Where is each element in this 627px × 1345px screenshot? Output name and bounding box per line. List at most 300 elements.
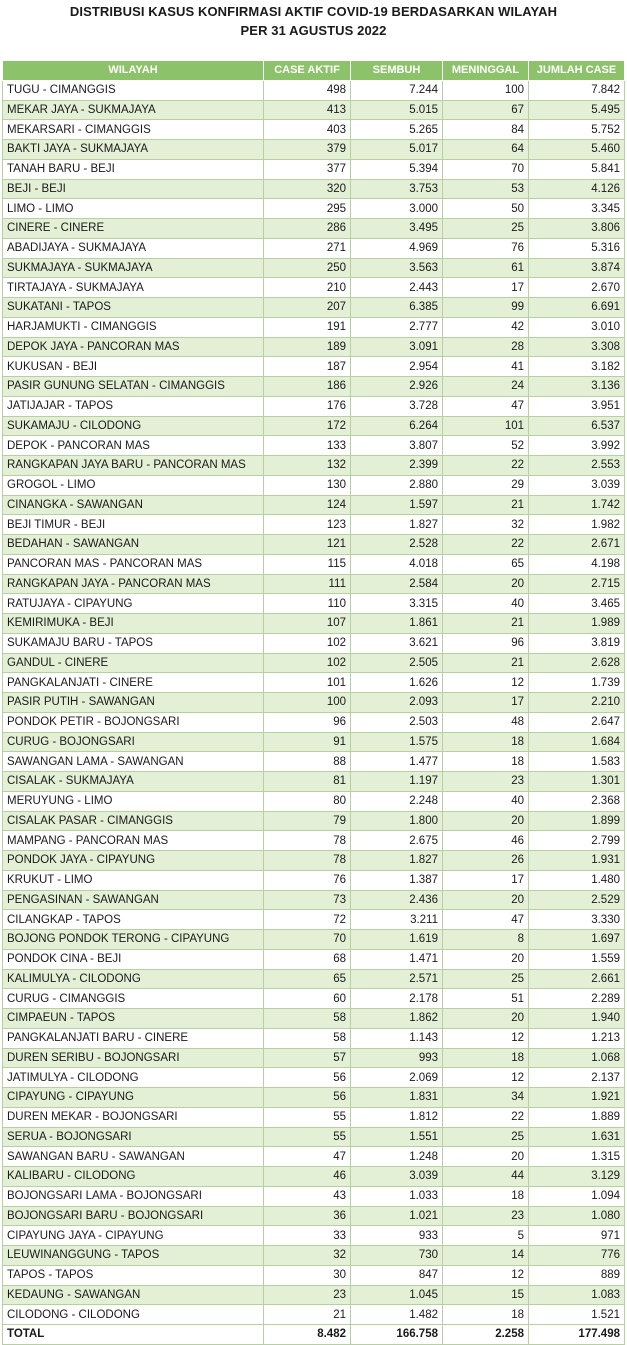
cell-case-aktif: 78 <box>264 831 351 851</box>
table-row <box>3 1305 625 1325</box>
cell-meninggal: 21 <box>443 495 529 515</box>
cell-sembuh: 1.800 <box>351 811 443 831</box>
table-row <box>3 1226 625 1246</box>
cell-meninggal: 25 <box>443 969 529 989</box>
cell-sembuh: 2.443 <box>351 278 443 298</box>
cell-jumlah-case: 3.806 <box>529 219 625 239</box>
cell-sembuh: 2.777 <box>351 317 443 337</box>
cell-jumlah-case: 3.345 <box>529 199 625 219</box>
cell-jumlah-case: 1.889 <box>529 1107 625 1127</box>
cell-jumlah-case: 2.137 <box>529 1068 625 1088</box>
cell-jumlah-case: 3.010 <box>529 317 625 337</box>
cell-meninggal: 47 <box>443 910 529 930</box>
cell-jumlah-case: 5.752 <box>529 120 625 140</box>
cell-wilayah: CILODONG - CILODONG <box>3 1305 264 1325</box>
cell-wilayah: PONDOK PETIR - BOJONGSARI <box>3 712 264 732</box>
cell-wilayah: CURUG - CIMANGGIS <box>3 989 264 1009</box>
cell-sembuh: 1.831 <box>351 1088 443 1108</box>
cell-jumlah-case: 1.742 <box>529 495 625 515</box>
cell-case-aktif: 271 <box>264 238 351 258</box>
cell-case-aktif: 70 <box>264 930 351 950</box>
table-row <box>3 989 625 1009</box>
cell-case-aktif: 133 <box>264 436 351 456</box>
table-row <box>3 337 625 357</box>
cell-jumlah-case: 2.628 <box>529 653 625 673</box>
cell-case-aktif: 250 <box>264 258 351 278</box>
table-row <box>3 436 625 456</box>
table-row <box>3 416 625 436</box>
cell-sembuh: 3.728 <box>351 396 443 416</box>
cell-sembuh: 3.315 <box>351 594 443 614</box>
cell-jumlah-case: 2.799 <box>529 831 625 851</box>
cell-sembuh: 1.471 <box>351 949 443 969</box>
cell-sembuh: 730 <box>351 1246 443 1266</box>
cell-case-aktif: 210 <box>264 278 351 298</box>
cell-jumlah-case: 1.083 <box>529 1285 625 1305</box>
cell-meninggal: 18 <box>443 1305 529 1325</box>
cell-meninggal: 12 <box>443 1068 529 1088</box>
cell-sembuh: 3.753 <box>351 179 443 199</box>
cell-meninggal: 24 <box>443 377 529 397</box>
cell-sembuh: 1.861 <box>351 614 443 634</box>
cell-wilayah: KEMIRIMUKA - BEJI <box>3 614 264 634</box>
cell-case-aktif: 121 <box>264 535 351 555</box>
cell-wilayah: BEJI - BEJI <box>3 179 264 199</box>
cell-wilayah: JATIMULYA - CILODONG <box>3 1068 264 1088</box>
cell-jumlah-case: 2.368 <box>529 791 625 811</box>
table-row <box>3 1167 625 1187</box>
cell-wilayah: LIMO - LIMO <box>3 199 264 219</box>
cell-wilayah: TAPOS - TAPOS <box>3 1265 264 1285</box>
table-row <box>3 949 625 969</box>
table-row <box>3 732 625 752</box>
cell-case-aktif: 111 <box>264 574 351 594</box>
cell-jumlah-case: 1.301 <box>529 772 625 792</box>
table-row <box>3 278 625 298</box>
cell-jumlah-case: 3.951 <box>529 396 625 416</box>
cell-meninggal: 22 <box>443 535 529 555</box>
cell-sembuh: 3.211 <box>351 910 443 930</box>
cell-meninggal: 17 <box>443 693 529 713</box>
table-row <box>3 199 625 219</box>
cell-wilayah: PONDOK CINA - BEJI <box>3 949 264 969</box>
table-row <box>3 712 625 732</box>
cell-case-aktif: 21 <box>264 1305 351 1325</box>
covid-distribution-table <box>2 60 625 1345</box>
cell-jumlah-case: 3.136 <box>529 377 625 397</box>
cell-sembuh: 2.926 <box>351 377 443 397</box>
cell-case-aktif: 46 <box>264 1167 351 1187</box>
cell-meninggal: 41 <box>443 357 529 377</box>
cell-wilayah: MAMPANG - PANCORAN MAS <box>3 831 264 851</box>
cell-case-aktif: 78 <box>264 851 351 871</box>
table-row <box>3 495 625 515</box>
cell-wilayah: SAWANGAN BARU - SAWANGAN <box>3 1147 264 1167</box>
cell-wilayah: BOJONG PONDOK TERONG - CIPAYUNG <box>3 930 264 950</box>
table-row <box>3 1285 625 1305</box>
cell-case-aktif: 73 <box>264 890 351 910</box>
cell-jumlah-case: 1.094 <box>529 1186 625 1206</box>
table-row <box>3 515 625 535</box>
cell-wilayah: SAWANGAN LAMA - SAWANGAN <box>3 752 264 772</box>
cell-case-aktif: 115 <box>264 554 351 574</box>
cell-case-aktif: 379 <box>264 140 351 160</box>
cell-meninggal: 5 <box>443 1226 529 1246</box>
cell-jumlah-case: 1.559 <box>529 949 625 969</box>
cell-jumlah-case: 1.697 <box>529 930 625 950</box>
cell-case-aktif: 76 <box>264 870 351 890</box>
cell-jumlah-case: 971 <box>529 1226 625 1246</box>
cell-jumlah-case: 3.819 <box>529 633 625 653</box>
cell-wilayah: CISALAK PASAR - CIMANGGIS <box>3 811 264 831</box>
table-row <box>3 930 625 950</box>
cell-meninggal: 32 <box>443 515 529 535</box>
header-jumlah-case: JUMLAH CASE <box>529 61 625 81</box>
cell-case-aktif: 413 <box>264 100 351 120</box>
cell-case-aktif: 96 <box>264 712 351 732</box>
cell-jumlah-case: 1.480 <box>529 870 625 890</box>
cell-sembuh: 3.091 <box>351 337 443 357</box>
cell-sembuh: 3.495 <box>351 219 443 239</box>
cell-wilayah: DEPOK - PANCORAN MAS <box>3 436 264 456</box>
table-row <box>3 574 625 594</box>
cell-sembuh: 1.575 <box>351 732 443 752</box>
cell-sembuh: 7.244 <box>351 80 443 100</box>
cell-jumlah-case: 6.691 <box>529 298 625 318</box>
cell-sembuh: 933 <box>351 1226 443 1246</box>
cell-meninggal: 46 <box>443 831 529 851</box>
cell-jumlah-case: 1.684 <box>529 732 625 752</box>
cell-wilayah: RANGKAPAN JAYA BARU - PANCORAN MAS <box>3 456 264 476</box>
cell-sembuh: 1.597 <box>351 495 443 515</box>
table-row <box>3 851 625 871</box>
cell-sembuh: 2.069 <box>351 1068 443 1088</box>
cell-jumlah-case: 3.330 <box>529 910 625 930</box>
cell-wilayah: HARJAMUKTI - CIMANGGIS <box>3 317 264 337</box>
cell-meninggal: 34 <box>443 1088 529 1108</box>
cell-meninggal: 23 <box>443 772 529 792</box>
cell-sembuh: 1.143 <box>351 1028 443 1048</box>
cell-sembuh: 5.017 <box>351 140 443 160</box>
cell-jumlah-case: 2.289 <box>529 989 625 1009</box>
cell-sembuh: 3.000 <box>351 199 443 219</box>
cell-case-aktif: 132 <box>264 456 351 476</box>
cell-meninggal: 70 <box>443 159 529 179</box>
cell-case-aktif: 30 <box>264 1265 351 1285</box>
cell-sembuh: 2.571 <box>351 969 443 989</box>
total-sembuh: 166.758 <box>351 1325 443 1345</box>
table-row <box>3 456 625 476</box>
cell-wilayah: DUREN SERIBU - BOJONGSARI <box>3 1048 264 1068</box>
cell-meninggal: 18 <box>443 752 529 772</box>
cell-wilayah: CINERE - CINERE <box>3 219 264 239</box>
cell-jumlah-case: 1.631 <box>529 1127 625 1147</box>
table-row <box>3 140 625 160</box>
cell-jumlah-case: 1.583 <box>529 752 625 772</box>
cell-sembuh: 1.812 <box>351 1107 443 1127</box>
cell-jumlah-case: 1.899 <box>529 811 625 831</box>
cell-wilayah: CINANGKA - SAWANGAN <box>3 495 264 515</box>
cell-sembuh: 1.619 <box>351 930 443 950</box>
cell-wilayah: KEDAUNG - SAWANGAN <box>3 1285 264 1305</box>
cell-wilayah: KUKUSAN - BEJI <box>3 357 264 377</box>
table-row <box>3 633 625 653</box>
table-row <box>3 298 625 318</box>
table-row <box>3 811 625 831</box>
cell-sembuh: 5.015 <box>351 100 443 120</box>
cell-meninggal: 48 <box>443 712 529 732</box>
cell-jumlah-case: 889 <box>529 1265 625 1285</box>
cell-case-aktif: 58 <box>264 1028 351 1048</box>
cell-jumlah-case: 2.553 <box>529 456 625 476</box>
cell-jumlah-case: 3.039 <box>529 475 625 495</box>
table-row <box>3 910 625 930</box>
cell-sembuh: 1.045 <box>351 1285 443 1305</box>
cell-case-aktif: 172 <box>264 416 351 436</box>
cell-jumlah-case: 3.465 <box>529 594 625 614</box>
cell-meninggal: 65 <box>443 554 529 574</box>
cell-case-aktif: 81 <box>264 772 351 792</box>
cell-sembuh: 1.862 <box>351 1009 443 1029</box>
cell-wilayah: PASIR GUNUNG SELATAN - CIMANGGIS <box>3 377 264 397</box>
cell-case-aktif: 56 <box>264 1068 351 1088</box>
cell-meninggal: 50 <box>443 199 529 219</box>
cell-sembuh: 1.033 <box>351 1186 443 1206</box>
cell-case-aktif: 295 <box>264 199 351 219</box>
cell-sembuh: 847 <box>351 1265 443 1285</box>
cell-jumlah-case: 2.670 <box>529 278 625 298</box>
cell-sembuh: 2.675 <box>351 831 443 851</box>
cell-jumlah-case: 2.671 <box>529 535 625 555</box>
cell-meninggal: 17 <box>443 278 529 298</box>
cell-wilayah: JATIJAJAR - TAPOS <box>3 396 264 416</box>
cell-wilayah: PANGKALANJATI - CINERE <box>3 673 264 693</box>
table-row <box>3 1088 625 1108</box>
cell-case-aktif: 56 <box>264 1088 351 1108</box>
cell-jumlah-case: 2.647 <box>529 712 625 732</box>
cell-case-aktif: 286 <box>264 219 351 239</box>
table-row <box>3 1265 625 1285</box>
cell-wilayah: DEPOK JAYA - PANCORAN MAS <box>3 337 264 357</box>
cell-jumlah-case: 1.989 <box>529 614 625 634</box>
table-row <box>3 1127 625 1147</box>
cell-case-aktif: 100 <box>264 693 351 713</box>
cell-case-aktif: 124 <box>264 495 351 515</box>
cell-wilayah: SERUA - BOJONGSARI <box>3 1127 264 1147</box>
cell-wilayah: GROGOL - LIMO <box>3 475 264 495</box>
cell-case-aktif: 32 <box>264 1246 351 1266</box>
cell-wilayah: SUKAMAJU BARU - TAPOS <box>3 633 264 653</box>
table-row <box>3 258 625 278</box>
cell-sembuh: 3.039 <box>351 1167 443 1187</box>
cell-case-aktif: 88 <box>264 752 351 772</box>
table-row <box>3 1186 625 1206</box>
table-row <box>3 80 625 100</box>
cell-sembuh: 4.969 <box>351 238 443 258</box>
cell-jumlah-case: 2.210 <box>529 693 625 713</box>
cell-case-aktif: 80 <box>264 791 351 811</box>
cell-meninggal: 76 <box>443 238 529 258</box>
cell-jumlah-case: 1.739 <box>529 673 625 693</box>
cell-meninggal: 17 <box>443 870 529 890</box>
cell-meninggal: 12 <box>443 1265 529 1285</box>
cell-meninggal: 67 <box>443 100 529 120</box>
cell-meninggal: 18 <box>443 1048 529 1068</box>
cell-wilayah: PANCORAN MAS - PANCORAN MAS <box>3 554 264 574</box>
table-row <box>3 752 625 772</box>
header-row <box>3 61 625 81</box>
cell-jumlah-case: 1.080 <box>529 1206 625 1226</box>
table-row <box>3 831 625 851</box>
cell-meninggal: 18 <box>443 732 529 752</box>
cell-case-aktif: 320 <box>264 179 351 199</box>
cell-wilayah: BEDAHAN - SAWANGAN <box>3 535 264 555</box>
table-row <box>3 870 625 890</box>
cell-jumlah-case: 1.213 <box>529 1028 625 1048</box>
cell-case-aktif: 101 <box>264 673 351 693</box>
title-block <box>0 0 627 60</box>
cell-jumlah-case: 7.842 <box>529 80 625 100</box>
cell-sembuh: 1.477 <box>351 752 443 772</box>
cell-wilayah: RATUJAYA - CIPAYUNG <box>3 594 264 614</box>
cell-sembuh: 2.505 <box>351 653 443 673</box>
cell-meninggal: 22 <box>443 1107 529 1127</box>
table-body <box>3 80 625 1324</box>
cell-jumlah-case: 5.495 <box>529 100 625 120</box>
cell-wilayah: SUKATANI - TAPOS <box>3 298 264 318</box>
cell-wilayah: CIPAYUNG - CIPAYUNG <box>3 1088 264 1108</box>
cell-wilayah: SUKAMAJU - CILODONG <box>3 416 264 436</box>
cell-meninggal: 23 <box>443 1206 529 1226</box>
cell-case-aktif: 58 <box>264 1009 351 1029</box>
cell-wilayah: TIRTAJAYA - SUKMAJAYA <box>3 278 264 298</box>
cell-meninggal: 40 <box>443 594 529 614</box>
cell-wilayah: TANAH BARU - BEJI <box>3 159 264 179</box>
cell-sembuh: 6.385 <box>351 298 443 318</box>
cell-wilayah: SUKMAJAYA - SUKMAJAYA <box>3 258 264 278</box>
cell-meninggal: 14 <box>443 1246 529 1266</box>
table-row <box>3 554 625 574</box>
table-row <box>3 791 625 811</box>
cell-case-aktif: 55 <box>264 1127 351 1147</box>
cell-meninggal: 20 <box>443 574 529 594</box>
cell-jumlah-case: 1.921 <box>529 1088 625 1108</box>
cell-meninggal: 15 <box>443 1285 529 1305</box>
cell-case-aktif: 498 <box>264 80 351 100</box>
table-row <box>3 317 625 337</box>
cell-wilayah: KRUKUT - LIMO <box>3 870 264 890</box>
cell-meninggal: 18 <box>443 1186 529 1206</box>
cell-wilayah: ABADIJAYA - SUKMAJAYA <box>3 238 264 258</box>
cell-sembuh: 2.528 <box>351 535 443 555</box>
table-row <box>3 535 625 555</box>
cell-sembuh: 5.394 <box>351 159 443 179</box>
table-row <box>3 890 625 910</box>
cell-sembuh: 2.093 <box>351 693 443 713</box>
cell-wilayah: PANGKALANJATI BARU - CINERE <box>3 1028 264 1048</box>
cell-meninggal: 47 <box>443 396 529 416</box>
total-row <box>3 1325 625 1345</box>
cell-jumlah-case: 2.715 <box>529 574 625 594</box>
table-row <box>3 159 625 179</box>
cell-meninggal: 96 <box>443 633 529 653</box>
cell-wilayah: CURUG - BOJONGSARI <box>3 732 264 752</box>
cell-wilayah: CIPAYUNG JAYA - CIPAYUNG <box>3 1226 264 1246</box>
cell-case-aktif: 176 <box>264 396 351 416</box>
table-row <box>3 475 625 495</box>
cell-jumlah-case: 1.982 <box>529 515 625 535</box>
cell-meninggal: 52 <box>443 436 529 456</box>
table-row <box>3 594 625 614</box>
cell-meninggal: 25 <box>443 219 529 239</box>
cell-wilayah: CIMPAEUN - TAPOS <box>3 1009 264 1029</box>
cell-case-aktif: 55 <box>264 1107 351 1127</box>
report-title: DISTRIBUSI KASUS KONFIRMASI AKTIF COVID-19 BERDASARKAN WILAYAH <box>69 4 558 19</box>
cell-sembuh: 2.880 <box>351 475 443 495</box>
cell-meninggal: 20 <box>443 890 529 910</box>
cell-meninggal: 99 <box>443 298 529 318</box>
cell-case-aktif: 68 <box>264 949 351 969</box>
cell-case-aktif: 107 <box>264 614 351 634</box>
cell-meninggal: 20 <box>443 811 529 831</box>
cell-case-aktif: 36 <box>264 1206 351 1226</box>
table-row <box>3 772 625 792</box>
cell-wilayah: MEKAR JAYA - SUKMAJAYA <box>3 100 264 120</box>
cell-wilayah: RANGKAPAN JAYA - PANCORAN MAS <box>3 574 264 594</box>
cell-wilayah: LEUWINANGGUNG - TAPOS <box>3 1246 264 1266</box>
cell-wilayah: DUREN MEKAR - BOJONGSARI <box>3 1107 264 1127</box>
cell-jumlah-case: 3.308 <box>529 337 625 357</box>
cell-jumlah-case: 1.068 <box>529 1048 625 1068</box>
table-row <box>3 357 625 377</box>
cell-meninggal: 26 <box>443 851 529 871</box>
cell-sembuh: 1.626 <box>351 673 443 693</box>
cell-sembuh: 1.387 <box>351 870 443 890</box>
cell-wilayah: TUGU - CIMANGGIS <box>3 80 264 100</box>
cell-case-aktif: 110 <box>264 594 351 614</box>
cell-jumlah-case: 1.940 <box>529 1009 625 1029</box>
table-row <box>3 653 625 673</box>
cell-sembuh: 3.807 <box>351 436 443 456</box>
total-jumlah-case: 177.498 <box>529 1325 625 1345</box>
cell-case-aktif: 65 <box>264 969 351 989</box>
cell-meninggal: 101 <box>443 416 529 436</box>
cell-case-aktif: 79 <box>264 811 351 831</box>
cell-jumlah-case: 2.529 <box>529 890 625 910</box>
cell-jumlah-case: 5.316 <box>529 238 625 258</box>
cell-meninggal: 51 <box>443 989 529 1009</box>
cell-case-aktif: 187 <box>264 357 351 377</box>
cell-meninggal: 61 <box>443 258 529 278</box>
cell-meninggal: 40 <box>443 791 529 811</box>
report-date: PER 31 AGUSTUS 2022 <box>240 23 387 38</box>
cell-sembuh: 3.563 <box>351 258 443 278</box>
cell-meninggal: 25 <box>443 1127 529 1147</box>
cell-case-aktif: 72 <box>264 910 351 930</box>
cell-jumlah-case: 1.521 <box>529 1305 625 1325</box>
cell-meninggal: 42 <box>443 317 529 337</box>
cell-wilayah: BOJONGSARI BARU - BOJONGSARI <box>3 1206 264 1226</box>
cell-jumlah-case: 5.460 <box>529 140 625 160</box>
table-row <box>3 219 625 239</box>
table-row <box>3 238 625 258</box>
cell-meninggal: 53 <box>443 179 529 199</box>
cell-wilayah: MERUYUNG - LIMO <box>3 791 264 811</box>
cell-meninggal: 44 <box>443 1167 529 1187</box>
cell-meninggal: 12 <box>443 1028 529 1048</box>
cell-jumlah-case: 2.661 <box>529 969 625 989</box>
cell-jumlah-case: 3.992 <box>529 436 625 456</box>
